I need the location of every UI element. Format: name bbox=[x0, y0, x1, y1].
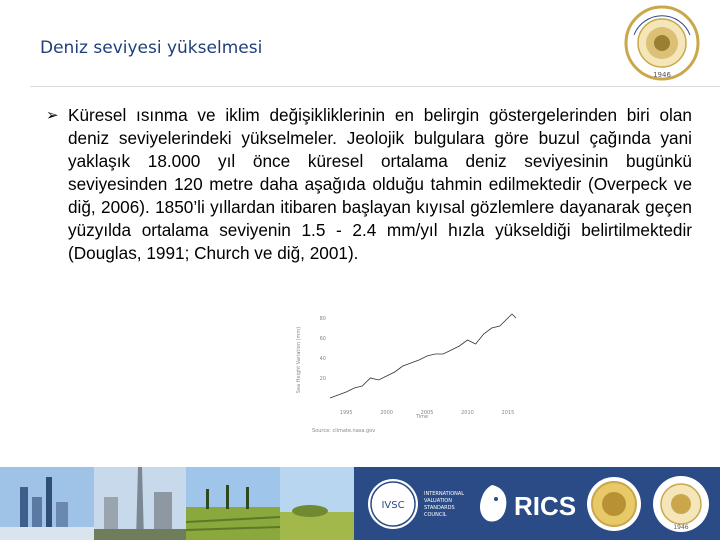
y-tick-label: 20 bbox=[319, 376, 326, 382]
grassland-photo bbox=[280, 467, 354, 540]
footer-logo-band bbox=[354, 467, 720, 540]
tower-city-photo bbox=[94, 467, 186, 540]
university-seal-logo bbox=[624, 5, 700, 81]
chart-ylabel: Sea Height Variation (mm) bbox=[296, 326, 302, 394]
city-skyline-photo bbox=[0, 467, 94, 540]
bullet-text: Küresel ısınma ve iklim değişikliklerinin en belirgin göstergelerinden biri olan deniz seviyelerindeki yükselmeler. Jeolojik bulgulara göre buzul çağında yani yaklaşık 18.000 yıl önce küresel ortalama deniz seviyesinin bugünkü seviyesinden 120 metre daha aşağıda olduğu tahmin edilmektedir (Overpeck ve diğ, 2006). 1850’li yıllardan itibaren başlayan kıyısal gözlemlere dayanarak geçen yüzyılda ortalama seviyenin 1.5 - 2.4 mm/yıl hızla yükseldiği belirtilmektedir (Douglas, 1991; Church ve diğ, 2001). bbox=[68, 105, 692, 263]
footer-seal-year: 1946 bbox=[673, 524, 689, 531]
bullet-point bbox=[46, 104, 692, 265]
arrow-bullet-icon: ➢ bbox=[46, 107, 59, 124]
x-tick-label: 2005 bbox=[420, 410, 434, 416]
x-tick-label: 2015 bbox=[501, 410, 515, 416]
title-divider bbox=[30, 86, 720, 87]
x-tick-label: 2000 bbox=[380, 410, 393, 416]
footer-strip bbox=[0, 467, 720, 540]
ivsc-caption: INTERNATIONAL VALUATION STANDARDS COUNCIL bbox=[424, 491, 465, 518]
rics-lion-icon bbox=[472, 481, 512, 527]
sea-level-line bbox=[330, 314, 516, 398]
chart-xlabel: Time bbox=[415, 414, 429, 420]
chart-source: Source: climate.nasa.gov bbox=[312, 428, 376, 434]
seal-logo-gold bbox=[586, 475, 642, 533]
vineyard-photo bbox=[186, 467, 280, 540]
ivsc-logo bbox=[366, 477, 420, 531]
sea-level-chart bbox=[290, 300, 530, 440]
y-tick-label: 60 bbox=[319, 336, 326, 342]
seal-year: 1946 bbox=[653, 71, 671, 79]
x-tick-label: 1995 bbox=[339, 410, 353, 416]
university-seal-logo-footer bbox=[652, 475, 710, 533]
y-tick-label: 80 bbox=[319, 316, 326, 322]
slide-title: Deniz seviyesi yükselmesi bbox=[40, 38, 263, 58]
rics-logo-text: RICS bbox=[514, 491, 577, 521]
ivsc-logo-text: IVSC bbox=[381, 500, 405, 511]
x-tick-label: 2010 bbox=[461, 410, 474, 416]
y-tick-label: 40 bbox=[319, 356, 326, 362]
